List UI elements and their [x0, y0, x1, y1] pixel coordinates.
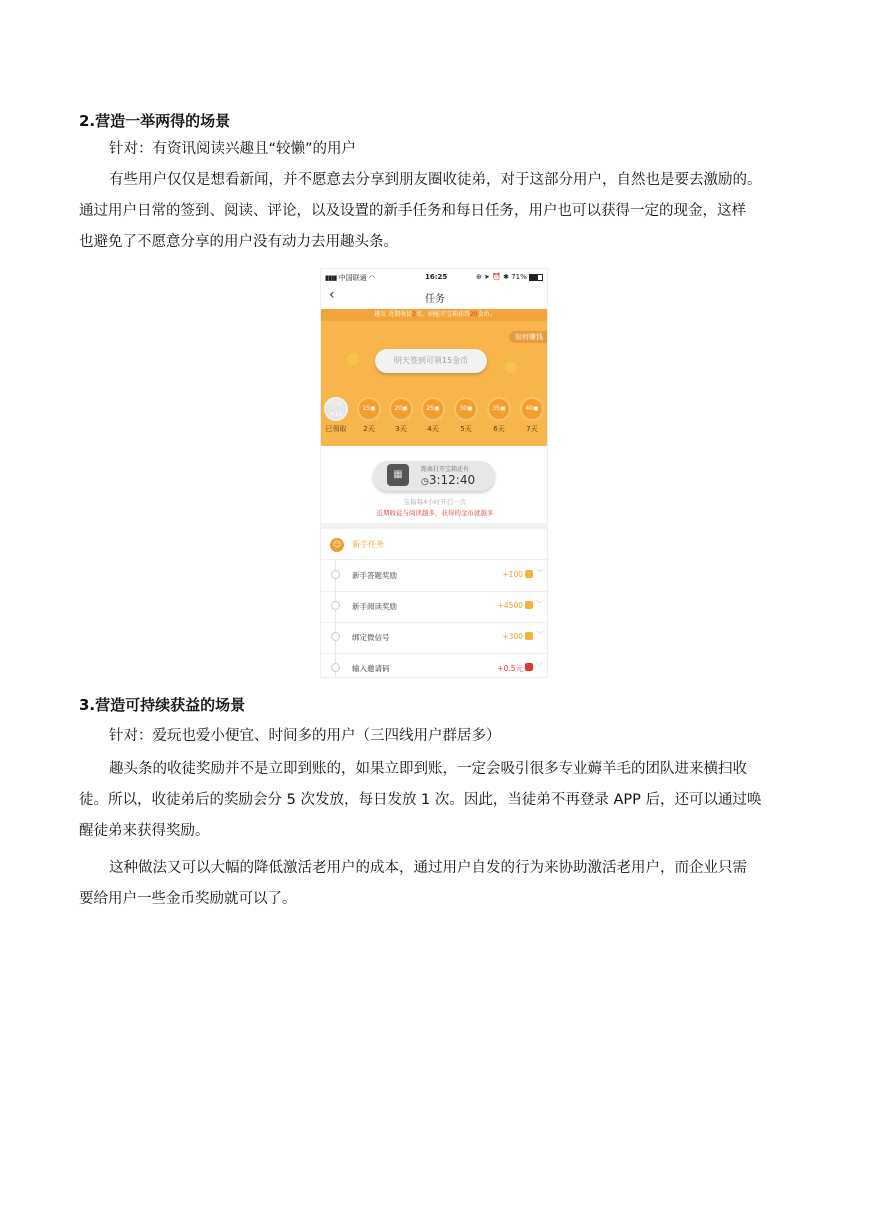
status-bar [321, 269, 548, 285]
section-3-paragraph-2 [79, 853, 799, 915]
notice-bar: 趣友 近期收徒2名，则能开宝箱获得20金币。 [321, 309, 548, 321]
section-3-para1-line-1: 趣头条的收徒奖励并不是立即到账的，如果立即到账，一定会吸引很多专业薅羊毛的团队进来横扫收 [109, 761, 747, 777]
day-item: 25▣ 4天 [418, 397, 448, 434]
chevron-down-icon[interactable]: ﹀ [536, 600, 543, 608]
chest-tip: 近期收徒与阅读越多，获得的金币就越多 [376, 509, 494, 517]
chest-label: 距离打开宝箱还有 [421, 466, 470, 473]
status-time: 16:25 [425, 273, 448, 281]
section-2-paragraph [79, 165, 799, 258]
day-coin: 20▣ [389, 397, 413, 421]
task-name: 输入邀请码 [352, 664, 390, 673]
coin-decoration [347, 353, 359, 365]
nav-title: 任务 [425, 294, 445, 305]
back-icon[interactable]: ‹ [329, 287, 335, 303]
status-right [476, 273, 543, 281]
day-coin-done: 已领 +10 [324, 397, 348, 421]
day-coin: 30▣ [454, 397, 478, 421]
day-item: 40▣ 7天 [517, 397, 547, 434]
sign-in-banner [321, 309, 548, 446]
sign-in-days [321, 397, 548, 437]
battery-icon [529, 274, 543, 281]
divider [321, 523, 548, 529]
section-2-target-text: 针对：有资讯阅读兴趣且“较懒”的用户 [109, 141, 357, 157]
task-row[interactable] [321, 653, 548, 678]
section-3-paragraph-1 [79, 754, 799, 847]
chevron-down-icon[interactable]: ﹀ [536, 631, 543, 639]
task-dot [331, 570, 340, 579]
task-row[interactable] [321, 560, 548, 592]
chevron-down-icon[interactable]: ﹀ [536, 569, 543, 577]
task-name: 新手阅读奖励 [352, 602, 397, 611]
section-3-para1-line-3: 醒徒弟来获得奖励。 [79, 823, 210, 839]
task-reward: +100 [502, 570, 523, 579]
section-2-para-line-3: 也避免了不愿意分享的用户没有动力去用趣头条。 [79, 234, 398, 250]
task-row[interactable] [321, 591, 548, 623]
section-2-para-line-2: 通过用户日常的签到、阅读、评论，以及设置的新手任务和每日任务，用户也可以获得一定的现金，这样 [79, 203, 746, 219]
day-coin: 40▣ [520, 397, 544, 421]
section-3-heading: 3.营造可持续获益的场景 [79, 696, 246, 714]
sign-in-button[interactable]: 明天签到可领15金币 [375, 349, 487, 373]
newbie-task-title: 新手任务 [352, 540, 384, 549]
treasure-chest-button[interactable] [373, 461, 495, 491]
task-reward: +0.5元 [497, 664, 523, 673]
task-dot [331, 632, 340, 641]
section-3-para2-line-1: 这种做法又可以大幅的降低激活老用户的成本，通过用户自发的行为来协助激活老用户，而企业只需 [109, 860, 747, 876]
task-name: 绑定微信号 [352, 633, 390, 642]
day-coin: 25▣ [421, 397, 445, 421]
smile-icon: ☺ [330, 538, 344, 552]
day-item: 已领 +10 已领取 [321, 397, 351, 434]
section-3-target [79, 721, 799, 752]
chest-timer: ◷3:12:40 [421, 473, 476, 487]
battery-percent: 71% [511, 273, 527, 281]
task-row[interactable] [321, 622, 548, 654]
coin-icon [525, 570, 533, 578]
red-packet-icon [525, 663, 533, 671]
task-name: 新手答题奖励 [352, 571, 397, 580]
section-2-para-line-1: 有些用户仅仅是想看新闻，并不愿意去分享到朋友圈收徒弟，对于这部分用户，自然也是要去激励的。 [109, 172, 762, 188]
day-item: 35▣ 6天 [484, 397, 514, 434]
day-item: 30▣ 5天 [451, 397, 481, 434]
day-item: 20▣ 3天 [386, 397, 416, 434]
coin-icon [525, 601, 533, 609]
app-screenshot [320, 268, 548, 678]
coin-decoration [505, 361, 517, 373]
status-icons: ⊕ ➤ ⏰ ✱ [475, 273, 509, 281]
task-dot [331, 601, 340, 610]
day-coin: 15▣ [357, 397, 381, 421]
coin-icon [525, 632, 533, 640]
section-2-target [79, 134, 799, 165]
chevron-down-icon[interactable]: ﹀ [536, 662, 543, 670]
task-dot [331, 663, 340, 672]
chest-note: 宝箱每4小时开启一次 [403, 498, 467, 506]
day-coin: 35▣ [487, 397, 511, 421]
clock-icon: ◷ [421, 477, 429, 487]
section-3-target-text: 针对：爱玩也爱小便宜、时间多的用户（三四线用户群居多） [109, 728, 501, 744]
section-3-para1-line-2: 徒。所以，收徒弟后的奖励会分 5 次发放，每日发放 1 次。因此，当徒弟不再登录 APP 后，还可以通过唤 [79, 792, 762, 808]
nav-bar [321, 285, 548, 309]
section-3-para2-line-2: 要给用户一些金币奖励就可以了。 [79, 891, 297, 907]
section-2-heading: 2.营造一举两得的场景 [79, 112, 231, 130]
day-item: 15▣ 2天 [354, 397, 384, 434]
task-reward: +4500 [497, 601, 523, 610]
newbie-task-header [321, 531, 548, 560]
carrier-label: ▮▮▮▮ 中国联通 ◠ [325, 274, 375, 282]
how-to-earn-button[interactable]: 如何赚钱 [509, 331, 548, 343]
wifi-icon: ◠ [368, 274, 375, 282]
task-reward: +300 [502, 632, 523, 641]
treasure-chest-icon: ▦ [387, 464, 409, 486]
